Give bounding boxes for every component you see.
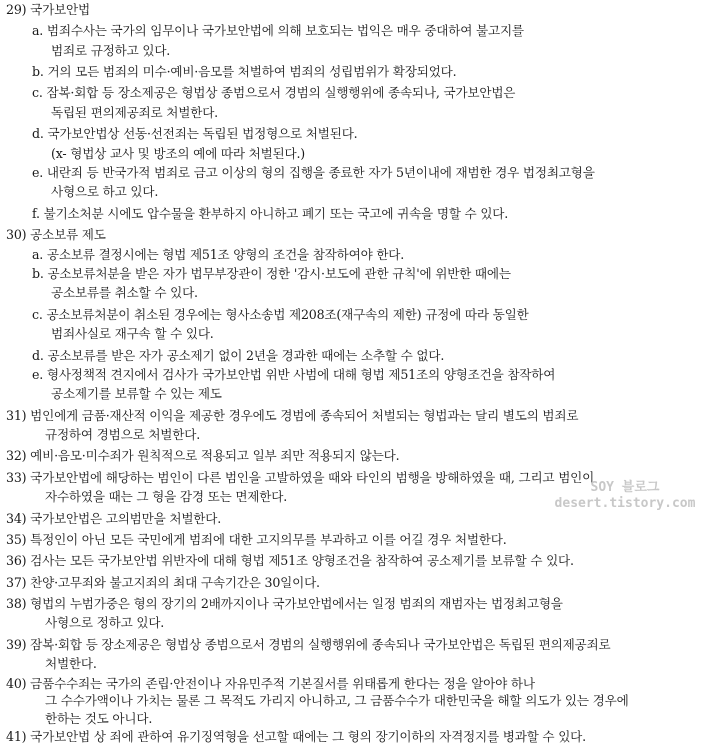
item-30d: d. 공소보류를 받은 자가 공소제기 없이 2년을 경과한 때에는 소추할 수 없다. [32,347,445,363]
item-29e-cont: 사형으로 하고 있다. [51,184,159,200]
item-31: 31) 범인에게 금품·재산적 이익을 제공한 경우에도 경범에 종속되어 처벌되는 형법과는 달리 별도의 범죄로 [6,407,579,423]
item-34: 34) 국가보안법은 고의범만을 처벌한다. [6,510,222,526]
item-39: 39) 잠복·회합 등 장소제공은 형법상 종범으로서 경범의 실행행위에 종속되나 국가보안법은 독립된 편의제공죄로 [6,636,611,652]
item-29f: f. 불기소처분 시에도 압수물을 환부하지 아니하고 폐기 또는 국고에 귀속을 명할 수 있다. [32,205,509,221]
item-40-cont1: 그 수수가액이나 가치는 물론 그 목적도 가리지 아니하고, 그 금품수수가 대한민국을 해할 의도가 있는 경우에 [45,693,629,709]
item-35: 35) 특정인이 아닌 모든 국민에게 범죄에 대한 고지의무를 부과하고 이를 어길 경우 처벌한다. [6,531,507,547]
item-29c-cont: 독립된 편의제공죄로 처벌한다. [51,104,218,120]
item-38: 38) 형법의 누범가중은 형의 장기의 2배까지이나 국가보안법에서는 일정 범죄의 재범자는 법정최고형을 [6,596,563,612]
item-29b: b. 거의 모든 범죄의 미수·예비·음모를 처벌하여 범죄의 성립범위가 확장되었다. [32,64,457,80]
item-29d: d. 국가보안법상 선동·선전죄는 독립된 법정형으로 처벌된다. [32,126,358,142]
item-30b-cont: 공소보류를 취소할 수 있다. [51,285,198,301]
item-33: 33) 국가보안법에 해당하는 범인이 다른 범인을 고발하였을 때와 타인의 범행을 방해하였을 때, 그리고 범인이 [6,469,595,485]
blog-watermark [540,480,710,512]
item-41: 41) 국가보안법 상 죄에 관하여 유기징역형을 선고할 때에는 그 형의 장기이하의 자격정지를 병과할 수 있다. [6,729,586,744]
item-30e: e. 형사정책적 견지에서 검사가 국가보안법 위반 사범에 대해 형법 제51조의 양형조건을 참작하여 [32,366,556,382]
item-30c-cont: 범죄사실로 재구속 할 수 있다. [51,326,214,342]
item-29a: a. 범죄수사는 국가의 임무이나 국가보안법에 의해 보호되는 법익은 매우 중대하여 불고지를 [32,23,524,39]
item-30a: a. 공소보류 결정시에는 형법 제51조 양형의 조건을 참작하여야 한다. [32,246,405,262]
section-heading-30: 30) 공소보류 제도 [6,227,106,243]
section-heading-29: 29) 국가보안법 [6,2,90,17]
item-39-cont: 처벌한다. [45,656,97,672]
item-29e: e. 내란죄 등 반국가적 범죄로 금고 이상의 형의 집행을 종료한 자가 5년이내에 재범한 경우 법정최고형을 [32,165,595,181]
item-29d-note: (x- 형법상 교사 및 방조의 예에 따라 처벌된다.) [51,145,306,161]
item-30c: c. 공소보류처분이 취소된 경우에는 형사소송법 제208조(재구속의 제한) 규정에 따라 동일한 [32,306,529,322]
item-36: 36) 검사는 모든 국가보안법 위반자에 대해 형법 제51조 양형조건을 참작하여 공소제기를 보류할 수 있다. [6,553,574,569]
item-40: 40) 금품수수죄는 국가의 존립·안전이나 자유민주적 기본질서를 위태롭게 한다는 정을 알아야 하나 [6,675,535,691]
item-40-cont2: 한하는 것도 아니다. [45,710,153,726]
item-32: 32) 예비·음모·미수죄가 원칙적으로 적용되고 일부 죄만 적용되지 않는다. [6,448,400,464]
item-31-cont: 규정하여 경범으로 처벌한다. [45,427,200,443]
item-37: 37) 찬양·고무죄와 불고지죄의 최대 구속기간은 30일이다. [6,574,320,590]
item-30b: b. 공소보류처분을 받은 자가 법무부장관이 정한 '감시·보도에 관한 규칙'에 위반한 때에는 [32,266,511,281]
item-33-cont: 자수하였을 때는 그 형을 감경 또는 면제한다. [45,489,288,505]
item-38-cont: 사형으로 정하고 있다. [45,615,165,631]
watermark-line-1: SOY 블로그 [590,480,660,495]
item-29c: c. 잠복·회합 등 장소제공은 형법상 종범으로서 경범의 실행행위에 종속되나, 국가보안법은 [32,85,516,101]
item-30e-cont: 공소제기를 보류할 수 있는 제도 [51,386,222,402]
item-29a-cont: 범죄로 규정하고 있다. [51,42,171,58]
watermark-line-2: desert.tistory.com [554,496,696,511]
